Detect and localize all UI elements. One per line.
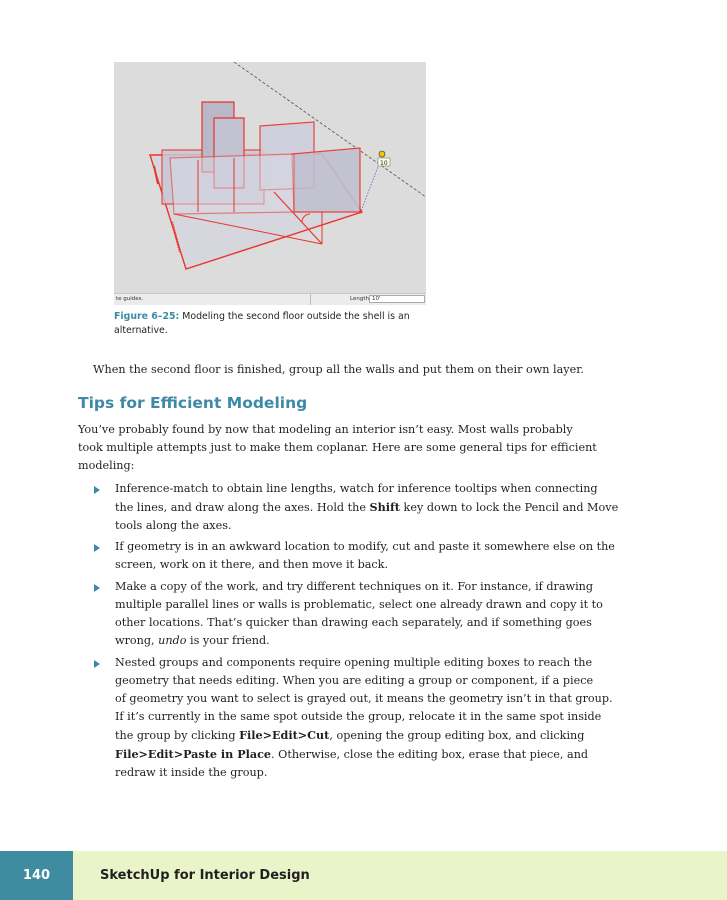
length-tooltip-text: 10 xyxy=(380,160,388,167)
text-run: wrong, xyxy=(115,634,159,647)
figure-label: Figure 6–25: xyxy=(114,311,180,322)
bullet-triangle-icon xyxy=(94,544,100,552)
bullet-line: redraw it inside the group. xyxy=(115,766,268,779)
key-shift: Shift xyxy=(369,500,400,514)
text-run: the group by clicking xyxy=(115,729,240,742)
page-footer xyxy=(0,851,727,900)
status-divider xyxy=(310,294,311,305)
bullet-triangle-icon xyxy=(94,660,100,668)
bullet-line: of geometry you want to select is grayed out, it means the geometry isn’t in that group. xyxy=(115,692,613,705)
status-hint: te guides. xyxy=(116,296,144,302)
bullet-line: Inference-match to obtain line lengths, watch for inference tooltips when connecting xyxy=(115,482,598,495)
bullet-item-2 xyxy=(115,538,645,574)
figure-caption-text: Modeling the second floor outside the shell is an alternative. xyxy=(114,311,410,336)
intro-line: You’ve probably found by now that modeling an interior isn’t easy. Most walls probably xyxy=(78,423,573,436)
text-run: the lines, and draw along the axes. Hold the xyxy=(115,501,370,514)
bullet-triangle-icon xyxy=(94,584,100,592)
figure-caption xyxy=(114,310,434,338)
bullet-line: geometry that needs editing. When you are editing a group or component, if a piece xyxy=(115,674,594,687)
bullet-line: tools along the axes. xyxy=(115,519,232,532)
book-title: SketchUp for Interior Design xyxy=(100,868,310,883)
text-run: is your friend. xyxy=(186,634,270,647)
bullet-line xyxy=(115,498,645,517)
length-label: Length xyxy=(350,296,369,302)
bullet-line: If geometry is in an awkward location to modify, cut and paste it somewhere else on the xyxy=(115,540,615,553)
intro-paragraph xyxy=(78,421,638,475)
bullet-line xyxy=(115,632,645,650)
bullet-item-4 xyxy=(115,654,645,782)
bullet-line: Nested groups and components require opening multiple editing boxes to reach the xyxy=(115,656,593,669)
bullet-line xyxy=(115,726,645,745)
text-run: , opening the group editing box, and clicking xyxy=(329,729,585,742)
bullet-line: If it’s currently in the same spot outside the group, relocate it in the same spot inside xyxy=(115,710,602,723)
menu-path-cut: File>Edit>Cut xyxy=(239,728,330,742)
bullet-line: other locations. That’s quicker than drawing each separately, and if something goes xyxy=(115,616,592,629)
side-wall-b xyxy=(292,148,360,212)
text-run: key down to lock the Pencil and Move xyxy=(399,501,619,514)
bullet-triangle-icon xyxy=(94,486,100,494)
page-number: 140 xyxy=(0,851,73,900)
pencil-cursor-icon xyxy=(379,151,385,157)
front-wall xyxy=(170,154,294,214)
menu-path-paste-in-place: File>Edit>Paste in Place xyxy=(115,747,272,761)
text-run: . Otherwise, close the editing box, erase that piece, and xyxy=(271,748,589,761)
figure-screenshot xyxy=(114,62,426,304)
undo-emphasis: undo xyxy=(158,634,187,647)
bullet-item-1 xyxy=(115,480,645,535)
section-heading: Tips for Efficient Modeling xyxy=(78,394,308,412)
bullet-line: screen, work on it there, and then move it back. xyxy=(115,558,389,571)
intro-line: modeling: xyxy=(78,459,135,472)
bullet-line: multiple parallel lines or walls is problematic, select one already drawn and copy it to xyxy=(115,598,603,611)
bullet-line xyxy=(115,745,645,764)
length-input[interactable]: 10' xyxy=(369,295,425,303)
bullet-item-3 xyxy=(115,578,645,650)
body-paragraph: When the second floor is finished, group all the walls and put them on their own layer. xyxy=(93,363,584,376)
intro-line: took multiple attempts just to make them coplanar. Here are some general tips for efficient xyxy=(78,441,597,454)
bullet-line: Make a copy of the work, and try different techniques on it. For instance, if drawing xyxy=(115,580,594,593)
sketchup-model-drawing xyxy=(114,62,426,304)
status-bar xyxy=(114,293,426,305)
